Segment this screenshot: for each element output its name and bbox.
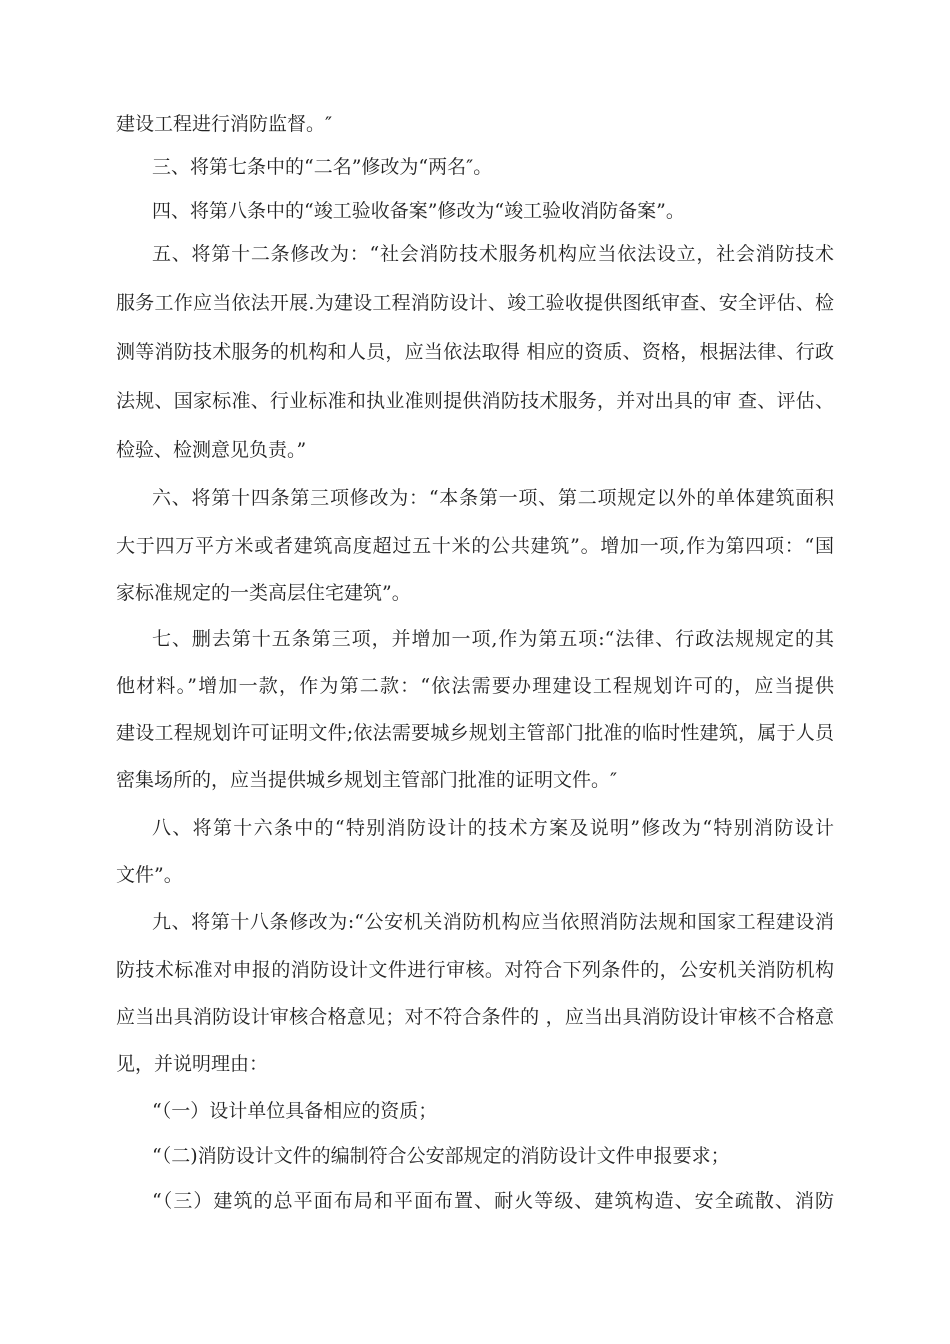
text-line: 九、将第十八条修改为:“公安机关消防机构应当依照消防法规和国家工程建设消 <box>152 911 834 933</box>
text-line: 五、将第十二条修改为：“社会消防技术服务机构应当依法设立，社会消防技术 <box>152 243 834 265</box>
text-line: 三、将第七条中的“二名”修改为“两名″。 <box>152 156 493 178</box>
text-line: 密集场所的，应当提供城乡规划主管部门批准的证明文件。″ <box>116 769 618 791</box>
text-line: 八、将第十六条中的“特别消防设计的技术方案及说明”修改为“特别消防设计 <box>152 817 834 839</box>
text-line: 法规、国家标准、行业标准和执业准则提供消防技术服务，并对出具的审 查、评估、 <box>116 390 834 412</box>
text-line: 应当出具消防设计审核合格意见；对不符合条件的 ，应当出具消防设计审核不合格意 <box>116 1006 834 1028</box>
text-line: 检验、检测意见负责。” <box>116 439 307 461</box>
text-line: “（二)消防设计文件的编制符合公安部规定的消防设计文件申报要求； <box>152 1145 730 1167</box>
text-line: 七、删去第十五条第三项，并增加一项,作为第五项:“法律、行政法规规定的其 <box>152 628 834 650</box>
text-line: 六、将第十四条第三项修改为：“本条第一项、第二项规定以外的单体建筑面积 <box>152 487 834 509</box>
text-line: “（三）建筑的总平面布局和平面布置、耐火等级、建筑构造、安全疏散、消防 <box>152 1190 834 1212</box>
text-line: 防技术标准对申报的消防设计文件进行审核。对符合下列条件的，公安机关消防机构 <box>116 959 834 981</box>
text-line: 他材料。”增加一款，作为第二款：“依法需要办理建设工程规划许可的，应当提供 <box>116 675 834 697</box>
text-line: 建设工程进行消防监督。″ <box>116 113 333 135</box>
text-line: 测等消防技术服务的机构和人员，应当依法取得 相应的资质、资格，根据法律、行政 <box>116 341 834 363</box>
text-line: 文件”。 <box>116 864 183 886</box>
text-line: 大于四万平方米或者建筑高度超过五十米的公共建筑”。增加一项,作为第四项：“国 <box>116 535 834 557</box>
text-line: 服务工作应当依法开展.为建设工程消防设计、竣工验收提供图纸审查、安全评估、检 <box>116 292 834 314</box>
text-line: “（一）设计单位具备相应的资质； <box>152 1100 438 1122</box>
text-line: 家标准规定的一类高层住宅建筑”。 <box>116 582 411 604</box>
text-line: 四、将第八条中的“竣工验收备案”修改为“竣工验收消防备案”。 <box>152 200 685 222</box>
text-line: 建设工程规划许可证明文件;依法需要城乡规划主管部门批准的临时性建筑，属于人员 <box>116 722 834 744</box>
text-line: 见，并说明理由： <box>116 1053 269 1075</box>
